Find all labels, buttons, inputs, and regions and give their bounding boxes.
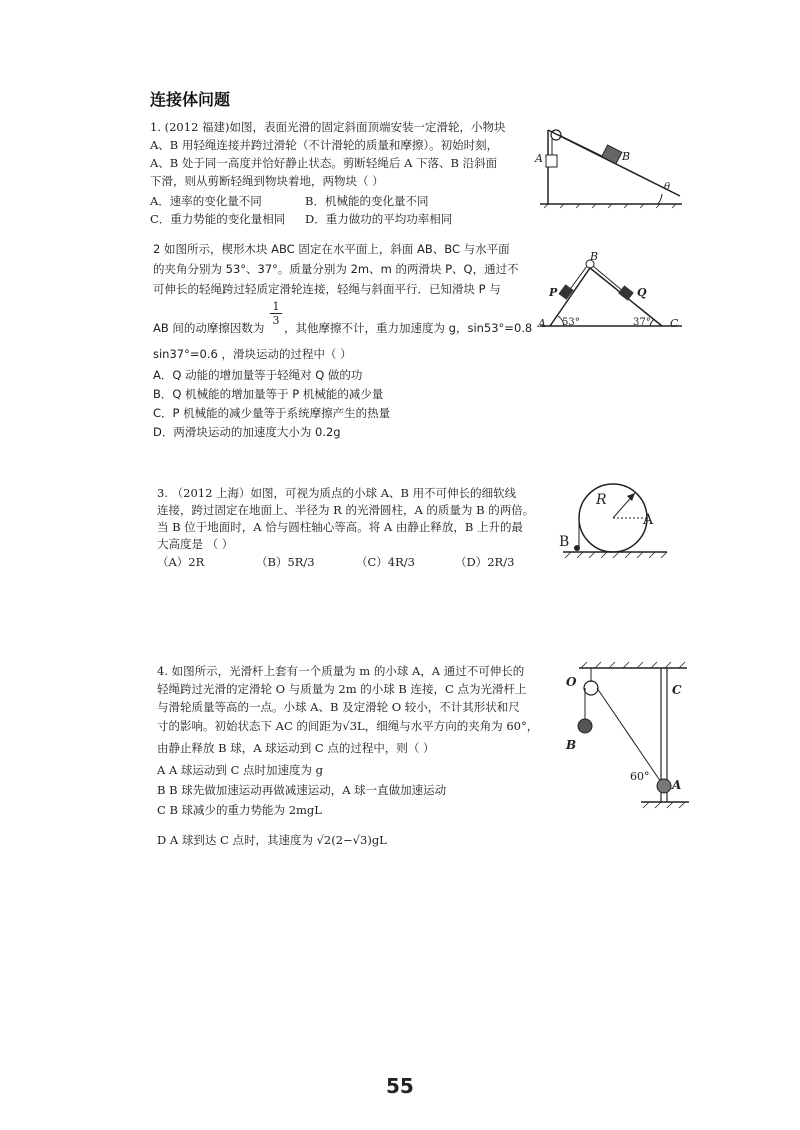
q2-option-b[interactable]: B．Q 机械能的增加量等于 P 机械能的减少量: [153, 387, 384, 401]
q1-line: A、B 处于同一高度并恰好静止状态。剪断轻绳后 A 下落、B 沿斜面: [150, 156, 498, 170]
q3-option-a[interactable]: （A）2R: [157, 555, 205, 569]
q2-angle-37: 37°: [633, 317, 651, 328]
q3-line: 当 B 位于地面时，A 恰与圆柱轴心等高。将 A 由静止释放，B 上升的最: [157, 520, 523, 534]
q3-label-b: B: [559, 534, 570, 550]
q3-label-a: A: [643, 512, 654, 528]
q3-label-r: R: [596, 492, 607, 508]
q2-label-p: P: [549, 286, 558, 299]
q1-label-a: A: [535, 152, 543, 165]
q2-label-c: C: [670, 317, 679, 330]
q4-line: 由静止释放 B 球，A 球运动到 C 点的过程中，则（ ）: [157, 741, 435, 755]
q4-label-o: O: [566, 675, 577, 689]
page-title: 连接体问题: [150, 90, 231, 109]
q1-option-d[interactable]: D．重力做功的平均功率相同: [305, 212, 453, 226]
q4-angle-60: 60°: [630, 770, 650, 783]
q1-line: 1. (2012 福建)如图，表面光滑的固定斜面顶端安装一定滑轮，小物块: [150, 120, 506, 134]
q3-option-c[interactable]: （C）4R/3: [356, 555, 415, 569]
q2-line-prefix: AB 间的动摩擦因数为: [153, 321, 265, 335]
q1-option-c[interactable]: C．重力势能的变化量相同: [150, 212, 286, 226]
q4-option-d[interactable]: D A 球到达 C 点时，其速度为 √2(2−√3)gL: [157, 833, 387, 847]
q4-option-c[interactable]: C B 球减少的重力势能为 2mgL: [157, 803, 322, 817]
q3-option-d[interactable]: （D）2R/3: [455, 555, 515, 569]
q1-line: A、B 用轻绳连接并跨过滑轮（不计滑轮的质量和摩擦）。初始时刻，: [150, 138, 499, 152]
q1-option-a[interactable]: A．速率的变化量不同: [150, 194, 262, 208]
q1-incline-figure: [530, 122, 690, 212]
q4-option-b[interactable]: B B 球先做加速运动再做减速运动，A 球一直做加速运动: [157, 783, 447, 797]
q2-angle-53: 53°: [562, 317, 580, 328]
q2-fraction: [270, 300, 282, 327]
q3-line: 连接，跨过固定在地面上、半径为 R 的光滑圆柱，A 的质量为 B 的两倍。: [157, 503, 535, 517]
page-number: 55: [386, 1074, 414, 1098]
q4-option-a[interactable]: A A 球运动到 C 点时加速度为 g: [157, 763, 324, 777]
q4-label-a: A: [672, 778, 682, 792]
q3-cylinder-figure: [555, 478, 675, 568]
q4-label-c: C: [672, 683, 682, 697]
q1-label-b: B: [622, 150, 631, 163]
q3-option-b[interactable]: （B）5R/3: [256, 555, 315, 569]
q2-line: 的夹角分别为 53°、37°。质量分别为 2m、m 的两滑块 P、Q，通过不: [153, 262, 519, 276]
q2-line: ，其他摩擦不计，重力加速度为 g，sin53°=0.8: [284, 321, 533, 335]
q2-option-d[interactable]: D．两滑块运动的加速度大小为 0.2g: [153, 425, 341, 439]
q2-label-q: Q: [637, 286, 647, 299]
fraction-denominator: 3: [272, 314, 280, 327]
q4-line: 寸的影响。初始状态下 AC 的间距为√3L，细绳与水平方向的夹角为 60°，: [157, 719, 539, 733]
q2-label-a: A: [538, 317, 546, 330]
q4-label-b: B: [566, 738, 577, 752]
q3-line: 大高度是 （ ）: [157, 537, 234, 551]
q4-line: 轻绳跨过光滑的定滑轮 O 与质量为 2m 的小球 B 连接，C 点为光滑杆上: [157, 682, 527, 696]
q4-line: 与滑轮质量等高的一点。小球 A、B 及定滑轮 O 较小，不计其形状和尺: [157, 700, 520, 714]
q1-label-theta: θ: [664, 182, 671, 193]
q2-label-b: B: [590, 250, 599, 263]
q3-line: 3. （2012 上海）如图，可视为质点的小球 A、B 用不可伸长的细软线: [157, 486, 517, 500]
q2-line: 2 如图所示，楔形木块 ABC 固定在水平面上，斜面 AB、BC 与水平面: [153, 242, 510, 256]
q4-line: 4. 如图所示，光滑杆上套有一个质量为 m 的小球 A，A 通过不可伸长的: [157, 664, 525, 678]
fraction-numerator: 1: [270, 300, 282, 314]
q2-line: 可伸长的轻绳跨过轻质定滑轮连接，轻绳与斜面平行．已知滑块 P 与: [153, 282, 501, 296]
q2-line: sin37°=0.6 ，滑块运动的过程中（ ）: [153, 347, 352, 361]
q1-option-b[interactable]: B．机械能的变化量不同: [305, 194, 429, 208]
q1-line: 下滑，则从剪断轻绳到物块着地，两物块（ ）: [150, 174, 384, 188]
q2-option-c[interactable]: C．P 机械能的减少量等于系统摩擦产生的热量: [153, 406, 391, 420]
q2-option-a[interactable]: A．Q 动能的增加量等于轻绳对 Q 做的功: [153, 368, 363, 382]
